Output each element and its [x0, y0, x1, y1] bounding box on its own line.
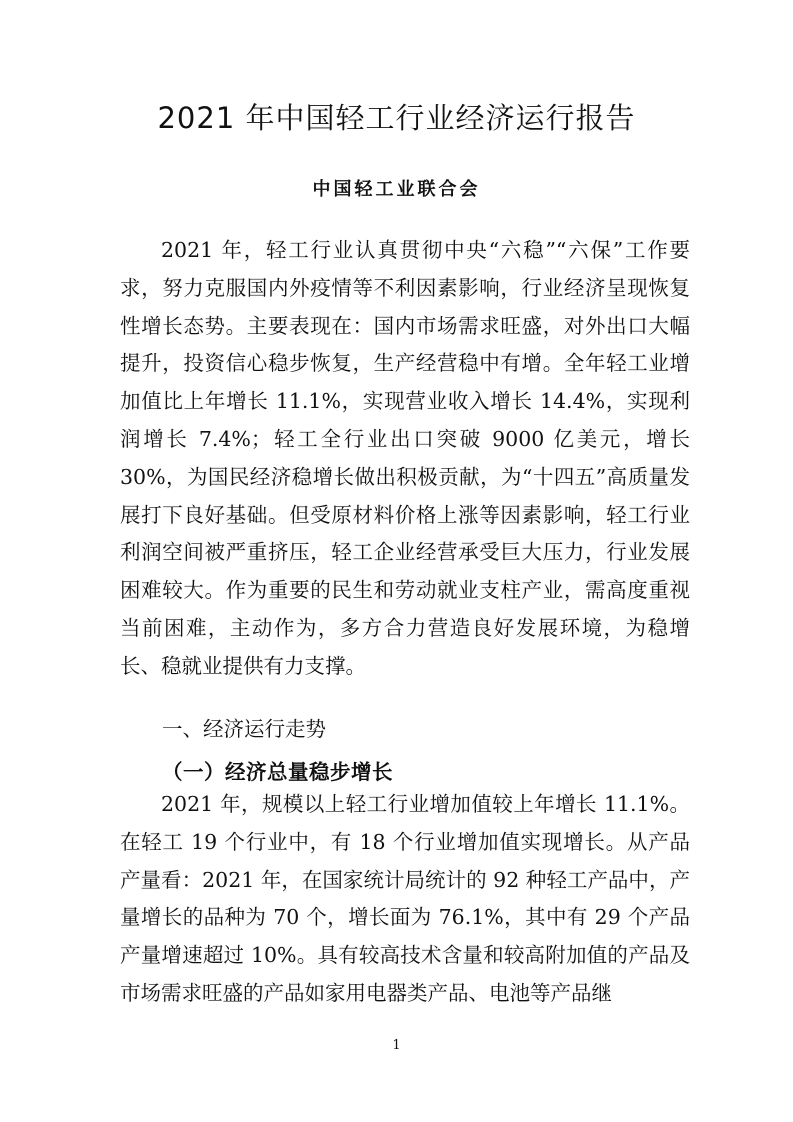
subsection-heading: （一）经济总量稳步增长: [162, 760, 393, 784]
section-paragraph: 2021 年，规模以上轻工行业增加值较上年增长 11.1%。在轻工 19 个行业中，有 18 个行业增加值实现增长。从产品产量看：2021 年，在国家统计局统计的 92 种轻工产品中，产量增长的品种为 70 个，增长面为 76.1%，其中有 29 个产品产量增速超过 10%。具有较高技术含量和较高附加值的产品及市场需求旺盛的产品如家用电器类产品、电池等产品继: [120, 792, 690, 1005]
intro-paragraph: 2021 年，轻工行业认真贯彻中央“六稳”“六保”工作要求，努力克服国内外疫情等不利因素影响，行业经济呈现恢复性增长态势。主要表现在：国内市场需求旺盛，对外出口大幅提升，投资信心稳步恢复，生产经营稳中有增。全年轻工业增加值比上年增长 11.1%，实现营业收入增长 14.4%，实现利润增长 7.4%；轻工全行业出口突破 9000 亿美元，增长 30%，为国民经济稳增长做出积极贡献，为“十四五”高质量发展打下良好基础。但受原材料价格上涨等因素影响，轻工行业利润空间被严重挤压，轻工企业经营承受巨大压力，行业发展困难较大。作为重要的民生和劳动就业支柱产业，需高度重视当前困难，主动作为，多方合力营造良好发展环境，为稳增长、稳就业提供有力支撑。: [120, 238, 690, 678]
page-number: 1: [392, 1038, 401, 1053]
section-heading: 一、经济运行走势: [162, 717, 326, 741]
document-author: 中国轻工业联合会: [312, 179, 481, 200]
document-title: 2021 年中国轻工行业经济运行报告: [157, 101, 636, 135]
